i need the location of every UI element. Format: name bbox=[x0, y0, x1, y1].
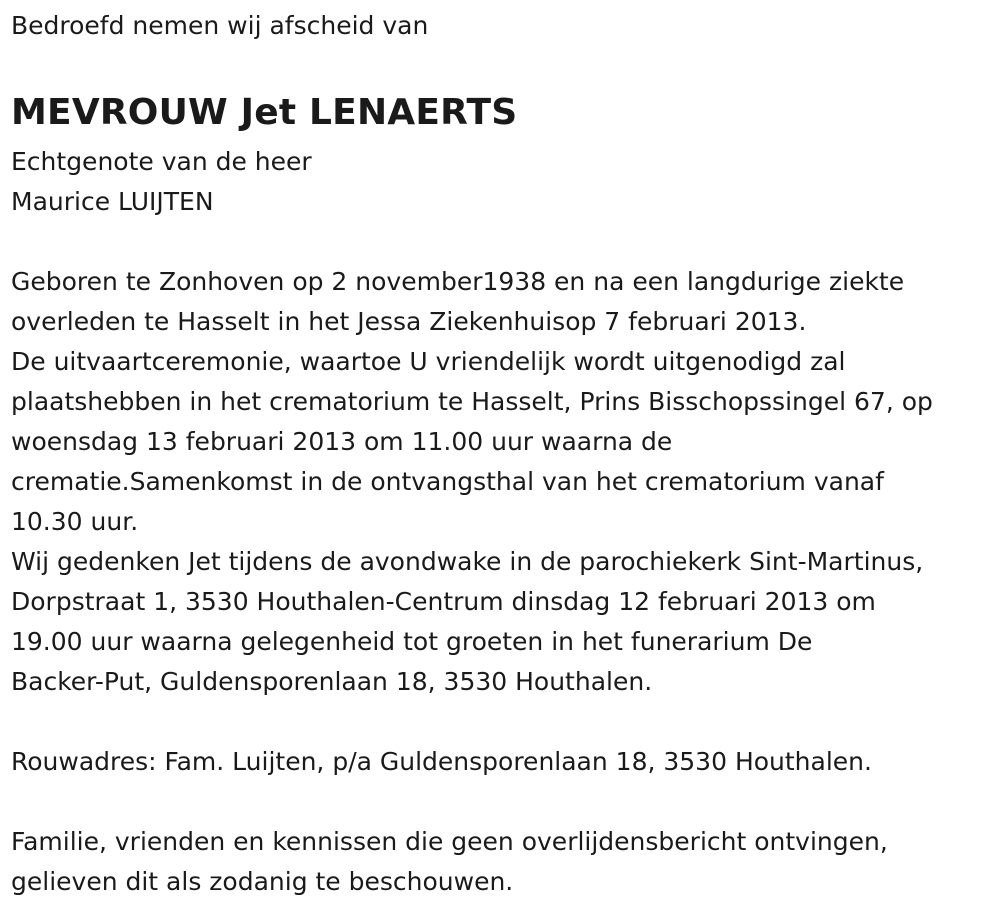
intro-text: Bedroefd nemen wij afscheid van bbox=[11, 11, 429, 40]
closing-line: Familie, vrienden en kennissen die geen overlijdensbericht ontvingen, bbox=[11, 827, 888, 856]
details-line: crematie.Samenkomst in de ontvangsthal van het crematorium vanaf bbox=[11, 467, 884, 496]
details-line: De uitvaartceremonie, waartoe U vriendelijk wordt uitgenodigd zal bbox=[11, 347, 846, 376]
details-line: plaatshebben in het crematorium te Hasselt, Prins Bisschopssingel 67, op bbox=[11, 387, 933, 416]
relation-line: Echtgenote van de heer bbox=[11, 147, 312, 176]
relation-line: Maurice LUIJTEN bbox=[11, 187, 214, 216]
details-block bbox=[11, 262, 991, 702]
details-line: Backer-Put, Guldensporenlaan 18, 3530 Houthalen. bbox=[11, 667, 653, 696]
relation-block bbox=[11, 142, 991, 222]
details-line: Geboren te Zonhoven op 2 november1938 en na een langdurige ziekte bbox=[11, 267, 905, 296]
spacer bbox=[11, 702, 991, 742]
spacer bbox=[11, 222, 991, 262]
details-line: 19.00 uur waarna gelegenheid tot groeten in het funerarium De bbox=[11, 627, 813, 656]
spacer bbox=[11, 782, 991, 822]
details-line: Dorpstraat 1, 3530 Houthalen-Centrum dinsdag 12 februari 2013 om bbox=[11, 587, 876, 616]
details-line: Wij gedenken Jet tijdens de avondwake in de parochiekerk Sint-Martinus, bbox=[11, 547, 924, 576]
mourning-address: Rouwadres: Fam. Luijten, p/a Guldensporenlaan 18, 3530 Houthalen. bbox=[11, 747, 872, 776]
details-line: overleden te Hasselt in het Jessa Ziekenhuisop 7 februari 2013. bbox=[11, 307, 807, 336]
deceased-name: MEVROUW Jet LENAERTS bbox=[11, 92, 518, 133]
details-line: woensdag 13 februari 2013 om 11.00 uur waarna de bbox=[11, 427, 673, 456]
closing-block bbox=[11, 822, 991, 902]
details-line: 10.30 uur. bbox=[11, 507, 139, 536]
closing-line: gelieven dit als zodanig te beschouwen. bbox=[11, 867, 514, 896]
